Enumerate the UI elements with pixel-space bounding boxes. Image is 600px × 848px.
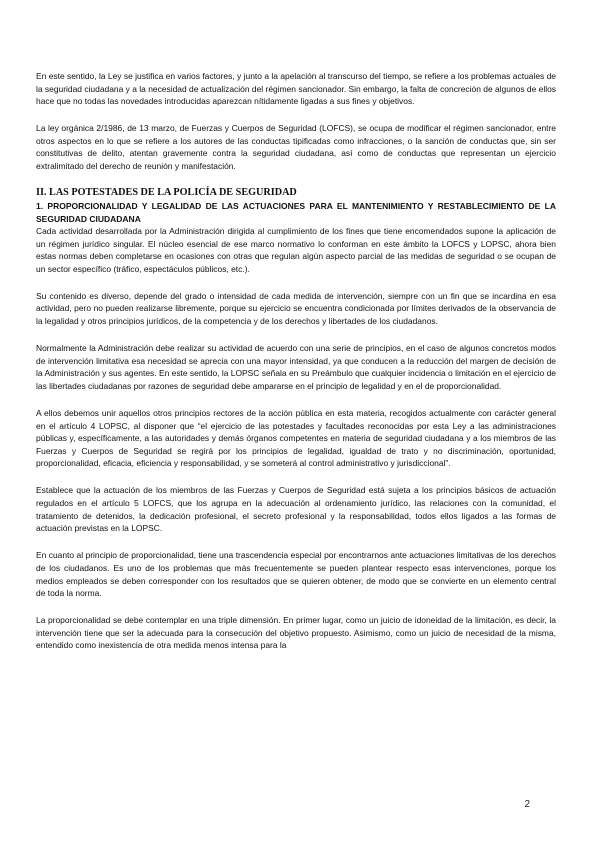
- body-paragraph-1: Cada actividad desarrollada por la Administración dirigida al cumplimiento de los fines que tiene encomendados supone la aplicación de un régimen jurídico singular. El núcleo esencial de ese marco normativo lo conforman en este ámbito la LOFCS y LOPSC, ahora bien estas normas deben completarse en ocasiones con otras que regulan algún aspecto parcial de las medidas de seguridad o se ocupan de un sector específico (tráfico, espectáculos públicos, etc.).: [36, 225, 556, 274]
- intro-paragraph-1: En este sentido, la Ley se justifica en varios factores, y junto a la apelación al transcurso del tiempo, se refiere a los problemas actuales de la seguridad ciudadana y a la necesidad de actualización del régimen sancionador. Sin embargo, la falta de concreción de algunos de ellos hace que no todas las novedades introducidas aparezcan nítidamente ligadas a sus fines y objetivos.: [36, 71, 556, 107]
- subsection-heading: 1. PROPORCIONALIDAD Y LEGALIDAD DE LAS ACTUACIONES PARA EL MANTENIMIENTO Y RESTABLECIMIENTO DE LA SEGURIDAD CIUDADANA: [36, 201, 556, 224]
- section-heading: II. LAS POTESTADES DE LA POLICÍA DE SEGURIDAD: [36, 187, 297, 199]
- body-paragraph-4: A ellos debemos unir aquellos otros principios rectores de la acción pública en esta materia, recogidos actualmente con carácter general en el artículo 4 LOPSC, al disponer que “el ejercicio de las potestades y facultades reconocidas por esta Ley a las administraciones públicas y, específicamente, a las autoridades y demás órganos competentes en materia de seguridad ciudadana y a los miembros de las Fuerzas y Cuerpos de Seguridad se regirá por los principios de legalidad, igualdad de trato y no discriminación, oportunidad, proporcionalidad, eficacia, eficiencia y responsabilidad, y se someterá al control administrativo y jurisdiccional”.: [36, 408, 556, 469]
- body-paragraph-3: Normalmente la Administración debe realizar su actividad de acuerdo con una serie de principios, en el caso de algunos concretos modos de intervención limitativa esa necesidad se aprecia con una mayor intensidad, ya que conducen a la reducción del margen de decisión de la Administración y sus agentes. En este sentido, la LOPSC señala en su Preámbulo que cualquier incidencia o limitación en el ejercicio de las libertades ciudadanas por razones de seguridad debe ampararse en el principio de legalidad y en el de proporcionalidad.: [36, 343, 556, 391]
- body-paragraph-5: Establece que la actuación de los miembros de las Fuerzas y Cuerpos de Seguridad está sujeta a los principios básicos de actuación regulados en el artículo 5 LOFCS, que los agrupa en la adecuación al ordenamiento jurídico, las relaciones con la comunidad, el tratamiento de detenidos, la dedicación profesional, el secreto profesional y la responsabilidad, todos ellos ligados a las formas de actuación previstas en la LOPSC.: [36, 485, 556, 534]
- body-paragraph-2: Su contenido es diverso, depende del grado o intensidad de cada medida de intervención, siempre con un fin que se incardina en esa actividad, pero no pueden realizarse libremente, porque su ejercicio se encuentra condicionada por límites derivados de la observancia de la legalidad y otros principios jurídicos, de la competencia y de los derechos y libertades de los ciudadanos.: [36, 290, 556, 327]
- page-number: 2: [524, 799, 530, 810]
- body-paragraph-6: En cuanto al principio de proporcionalidad, tiene una trascendencia especial por encontrarnos ante actuaciones limitativas de los derechos de los ciudadanos. Es uno de los problemas que más frecuentemente se pueden plantear respecto esas intervenciones, porque los medios empleados se deben corresponder con los resultados que se quieren obtener, de modo que se convierte en un elemento central de toda la norma.: [36, 550, 556, 599]
- body-paragraph-7: La proporcionalidad se debe contemplar en una triple dimensión. En primer lugar, como un juicio de idoneidad de la limitación, es decir, la intervención tiene que ser la adecuada para la consecución del objetivo propuesto. Asimismo, como un juicio de necesidad de la misma, entendido como inexistencia de otra medida menos intensa para la: [36, 615, 556, 651]
- intro-paragraph-2: La ley orgánica 2/1986, de 13 marzo, de Fuerzas y Cuerpos de Seguridad (LOFCS), se ocupa de modificar el régimen sancionador, entre otros aspectos en lo que se refiere a los autores de las conductas tipificadas como infracciones, o la sanción de conductas que, sin ser constitutivas de delito, atentan gravemente contra la seguridad ciudadana, así como de conductas que representan un ejercicio extralimitado del derecho de reunión y manifestación.: [36, 123, 556, 172]
- page-content: [36, 70, 556, 665]
